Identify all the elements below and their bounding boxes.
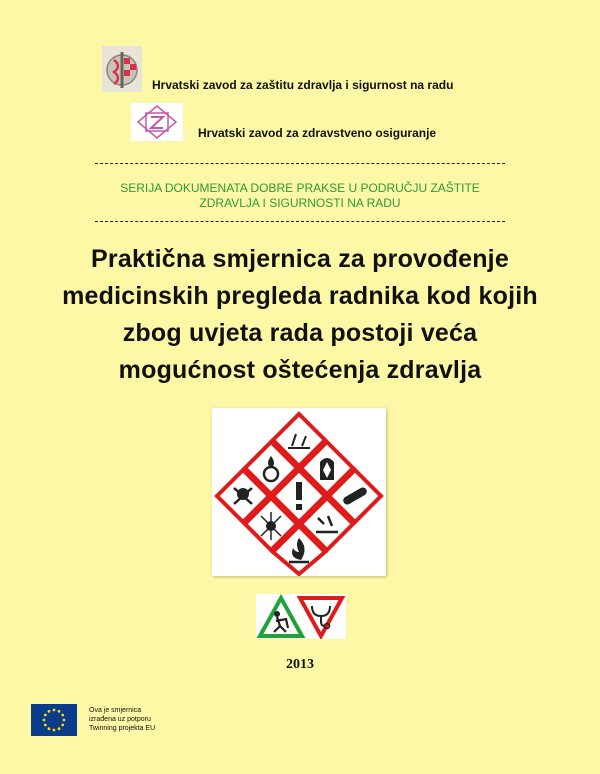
eu-line-2: izrađena uz potporu <box>89 716 151 723</box>
eu-line-1: Ova je smjernica <box>89 707 142 714</box>
worker-hazard-icon <box>260 598 302 636</box>
title-line-3: zbog uvjeta rada postoji veća <box>122 319 478 347</box>
org1-name: Hrvatski zavod za zaštitu zdravlja i sigurnost na radu <box>152 78 454 92</box>
title-line-2: medicinskih pregleda radnika kod kojih <box>62 282 538 310</box>
series-line-2: ZDRAVLJA I SIGURNOSTI NA RADU <box>199 196 401 210</box>
hzzzsr-logo-icon <box>102 46 142 92</box>
series-line-1: SERIJA DOKUMENATA DOBRE PRAKSE U PODRUČJU ZAŠTITE <box>120 181 480 195</box>
publication-year: 2013 <box>286 657 314 672</box>
org2-name: Hrvatski zavod za zdravstveno osiguranje <box>198 126 437 140</box>
divider-bottom <box>95 221 505 222</box>
eu-support-note <box>89 706 155 733</box>
safety-signs <box>256 594 346 639</box>
stethoscope-warning-icon <box>300 598 342 636</box>
hzzo-logo-icon <box>131 103 183 141</box>
eu-line-3: Twinning projekta EU <box>89 725 156 732</box>
title-line-1: Praktična smjernica za provođenje <box>91 245 509 273</box>
document-title <box>0 241 600 389</box>
hazard-pictograms <box>212 408 386 576</box>
eu-flag-icon <box>31 704 77 736</box>
series-heading <box>95 181 505 211</box>
divider-top <box>95 163 505 164</box>
title-line-4: mogućnost oštećenja zdravlja <box>118 356 482 384</box>
